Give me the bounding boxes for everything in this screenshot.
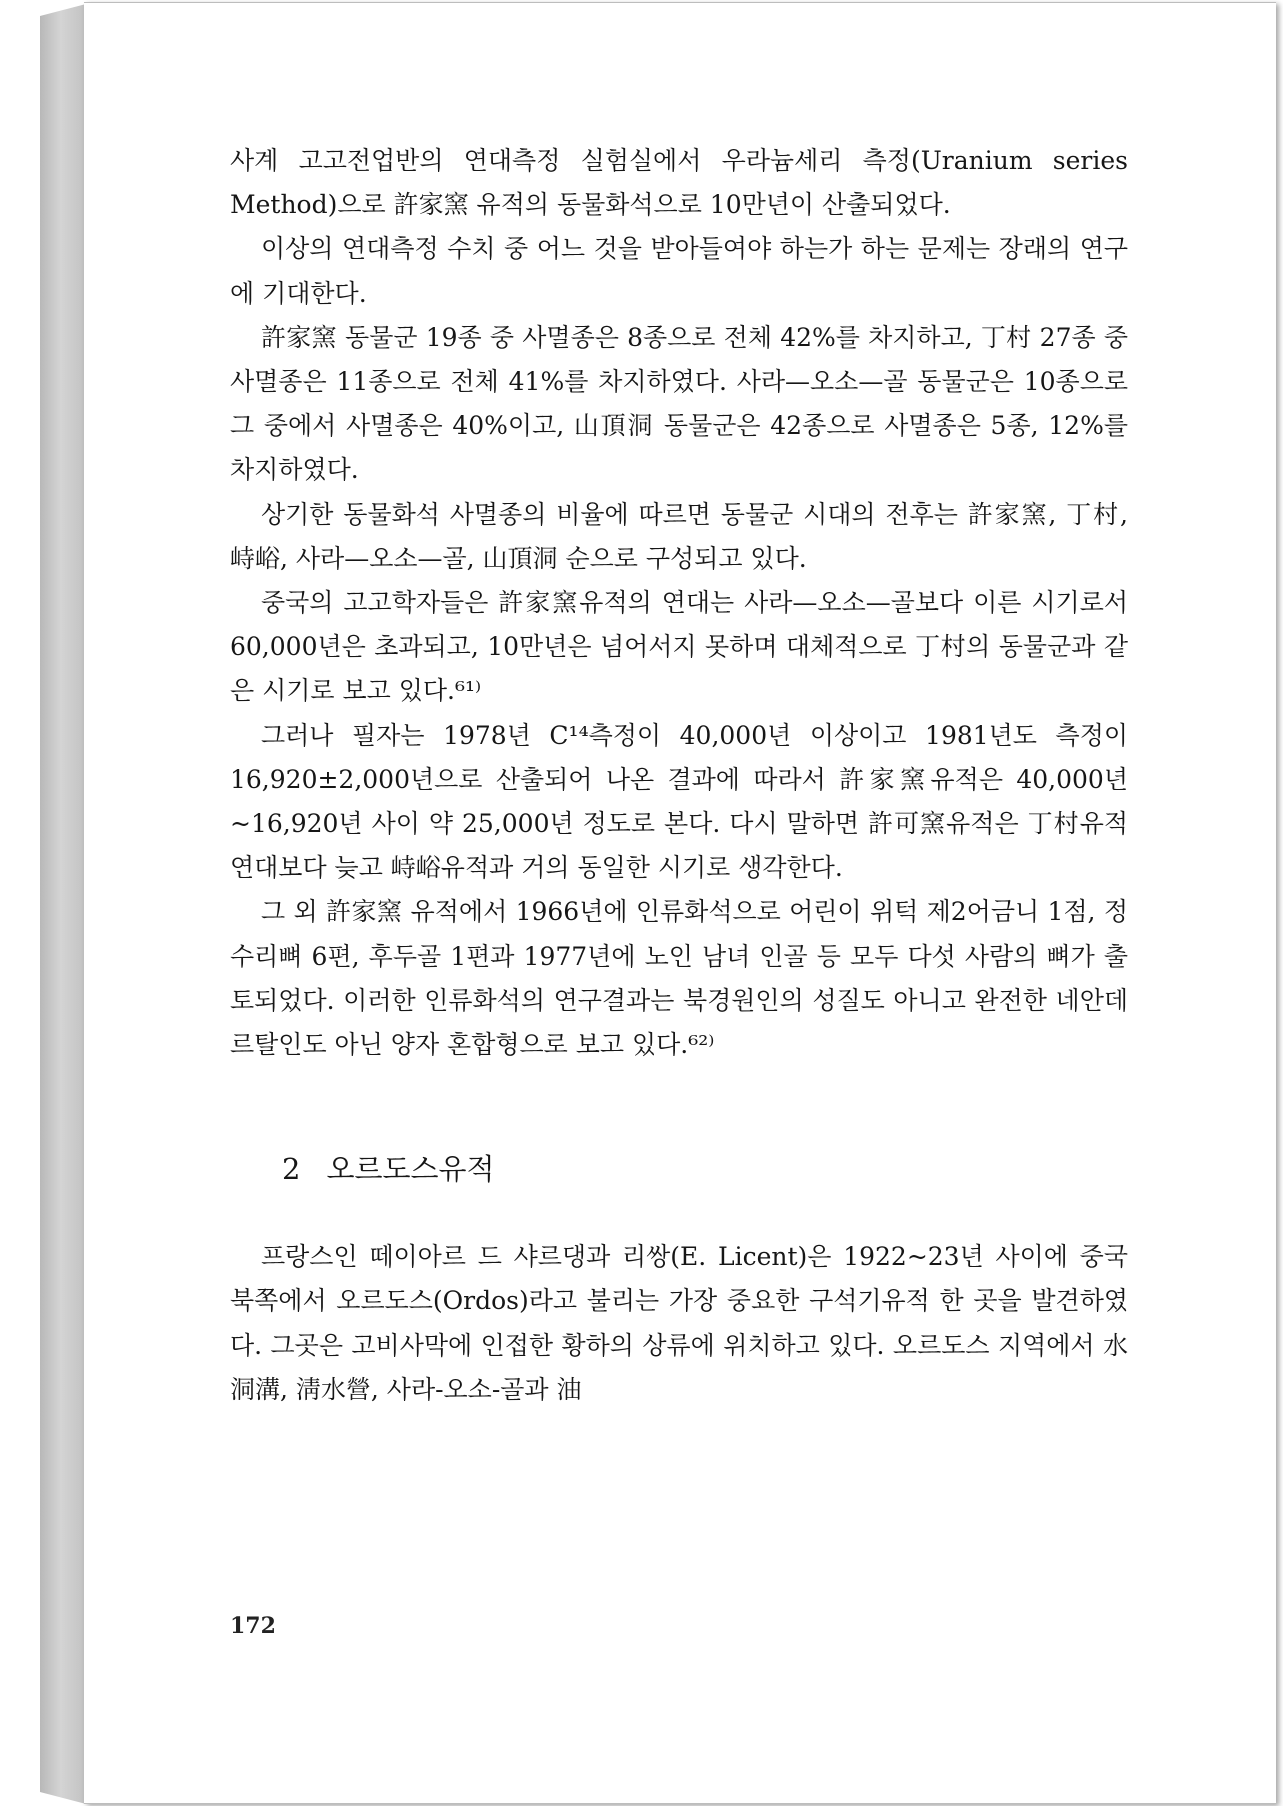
section-number: 2: [282, 1152, 301, 1187]
paragraph-2: 이상의 연대측정 수치 중 어느 것을 받아들여야 하는가 하는 문제는 장래의 연구에 기대한다.: [230, 234, 1128, 308]
paragraph-8: 프랑스인 떼이아르 드 샤르댕과 리쌍(E. Licent)은 1922~23년 사이에 중국 북쪽에서 오르도스(Ordos)라고 불리는 가장 중요한 구석기유적 한 곳을 발견하였다. 그곳은 고비사막에 인접한 황하의 상류에 위치하고 있다. 오르도스 지역에서 水洞溝, 淸水營, 사라-오소-골과 油: [230, 1242, 1128, 1404]
paragraph-7: 그 외 許家窯 유적에서 1966년에 인류화석으로 어린이 위턱 제2어금니 1점, 정수리뼈 6편, 후두골 1편과 1977년에 노인 남녀 인골 등 모두 다섯 사람의 뼈가 출토되었다. 이러한 인류화석의 연구결과는 북경원인의 성질도 아니고 완전한 네안데르탈인도 아닌 양자 혼합형으로 보고 있다.⁶²⁾: [230, 897, 1128, 1060]
paragraph-1: 사계 고고전업반의 연대측정 실험실에서 우라늄세리 측정(Uranium series Method)으로 許家窯 유적의 동물화석으로 10만년이 산출되었다.: [230, 146, 1128, 220]
page-number: 172: [230, 1613, 276, 1639]
paragraph-3: 許家窯 동물군 19종 중 사멸종은 8종으로 전체 42%를 차지하고, 丁村 27종 중 사멸종은 11종으로 전체 41%를 차지하였다. 사라—오소—골 동물군은 10종으로 그 중에서 사멸종은 40%이고, 山頂洞 동물군은 42종으로 사멸종은 5종, 12%를 차지하였다.: [230, 322, 1128, 485]
section-heading: [230, 1147, 1128, 1191]
page: [84, 2, 1276, 1804]
book-edge: [40, 4, 86, 1804]
section-title: 오르도스유적: [326, 1152, 495, 1187]
paragraph-5: 중국의 고고학자들은 許家窯유적의 연대는 사라—오소—골보다 이른 시기로서 60,000년은 초과되고, 10만년은 넘어서지 못하며 대체적으로 丁村의 동물군과 같은 시기로 보고 있다.⁶¹⁾: [230, 588, 1128, 706]
paragraph-4: 상기한 동물화석 사멸종의 비율에 따르면 동물군 시대의 전후는 許家窯, 丁村, 峙峪, 사라—오소—골, 山頂洞 순으로 구성되고 있다.: [230, 499, 1128, 573]
paragraph-6: 그러나 필자는 1978년 C¹⁴측정이 40,000년 이상이고 1981년도 측정이 16,920±2,000년으로 산출되어 나온 결과에 따라서 許家窯유적은 40,000년~16,920년 사이 약 25,000년 정도로 본다. 다시 말하면 許可窯유적은 丁村유적 연대보다 늦고 峙峪유적과 거의 동일한 시기로 생각한다.: [230, 720, 1128, 883]
page-body: [230, 139, 1128, 1412]
